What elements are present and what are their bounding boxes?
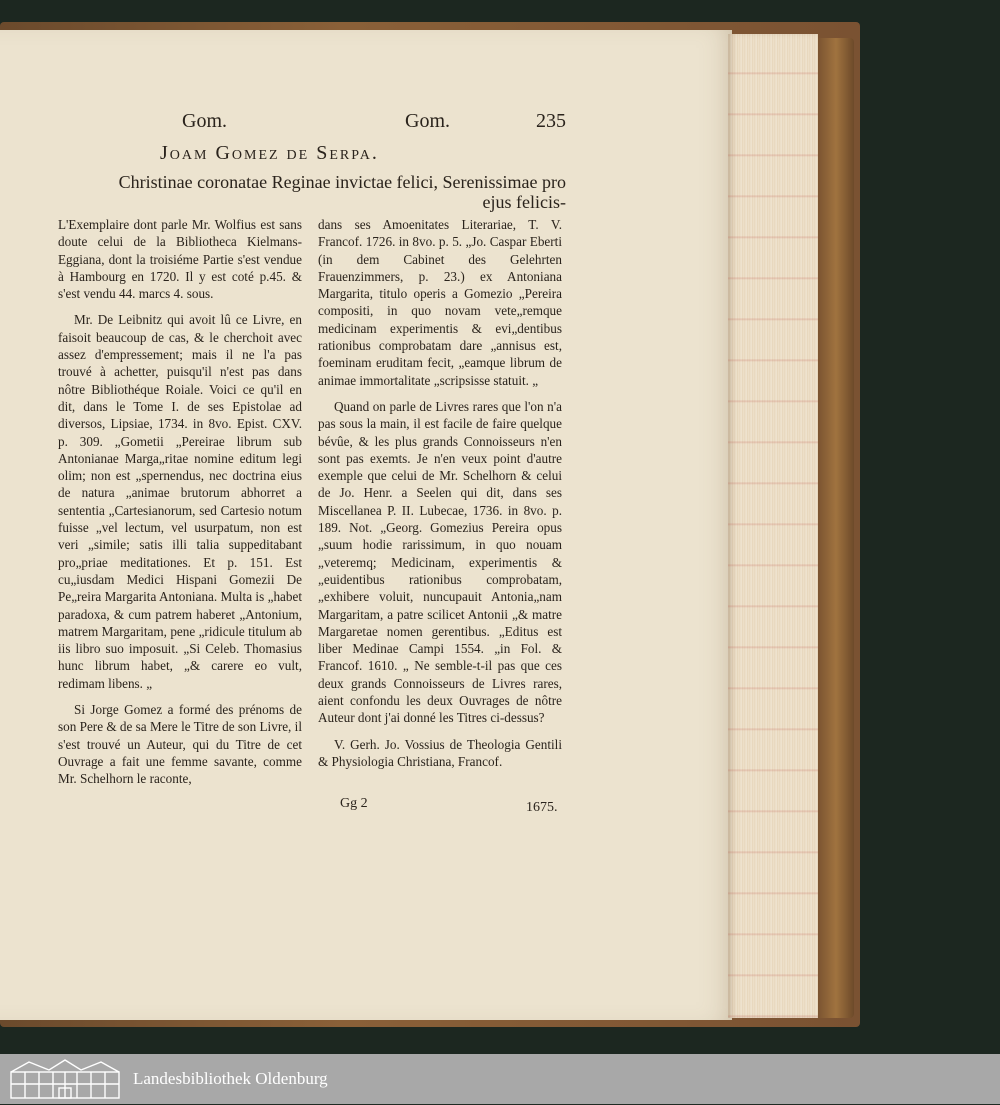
running-head-left: Gom. — [182, 110, 227, 132]
library-name: Landesbibliothek Oldenburg — [133, 1069, 328, 1088]
book-cover-edge — [818, 38, 854, 1018]
left-paragraph-2: Mr. De Leibnitz qui avoit lû ce Livre, en faisoit beaucoup de cas, & le cherchoit avec assez d'empressement; mais il ne l'a pas trouvé à achetter, puisqu'il n'est pas dans nôtre Bibliothéque Roiale. Voici ce qu'il en dit, dans le Tome I. de ses Epistolae ad diversos, Lipsiae, 1734. in 8vo. Epist. CXV. p. 309. „Gometii „Pereirae librum sub Antonianae Marga„ritae nomine editum legi olim; non est „spernendus, nec doctrina eius de natura „animae brutorum abhorret a sententia „Cartesianorum, sed Cartesio notum fuisse „vel lectum, vel usurpatum, non est veri „simile; satis illi talia suppeditabant pro„priae meditationes. Et p. 151. Est cu„iusdam Medici Hispani Gomezii De Pe„reira Margarita Antoniana. Multa is „habet paradoxa, & cum patrem haberet „Antonium, matrem Margaritam, pene „ridicule titulum ab iis libro suo imposuit. „Si Celeb. Thomasius hunc librum habet, „& carere eo vult, redimam libens. „ — [58, 312, 302, 691]
entry-title: Joam Gomez de Serpa. — [160, 142, 379, 164]
entry-subtitle: Christinae coronatae Reginae invictae felici, Serenissimae pro ejus felicis- — [118, 172, 566, 212]
library-footer-bar — [0, 1054, 1000, 1104]
running-head-center: Gom. — [405, 110, 450, 132]
left-paragraph-3: Si Jorge Gomez a formé des prénoms de son Pere & de sa Mere le Titre de son Livre, il s'est trouvé un Auteur, qui du Titre de cet Ouvrage a fait une femme savante, comme Mr. Schelhorn le raconte, — [58, 702, 302, 787]
right-column — [318, 216, 562, 779]
page-number: 235 — [536, 110, 566, 132]
left-column — [58, 216, 302, 797]
right-paragraph-2: Quand on parle de Livres rares que l'on n'a pas sous la main, il est facile de faire quelque bévûe, & les plus grands Connoisseurs n'en sont pas exemts. Je n'en veux point d'autre exemple que celui de Mr. Schelhorn & celui de Jo. Henr. a Seelen qui dit, dans ses Miscellanea P. II. Lubecae, 1736. in 8vo. p. 189. Not. „Georg. Gomezius Pereira opus „suum hodie rarissimum, in quo nouam „veteremq; Medicinam, experimentis & „euidentibus rationibus comprobatam, „exhibere voluit, nuncupauit Antonia„nam Margaritam, a patre scilicet Antonii „& matre Margaretae nomen gerentibus. „Editus est liber Medinae Campi 1554. „in Fol. & Francof. 1610. „ Ne semble-t-il pas que ces deux grands Connoisseurs de Livres rares, aient confondu les deux Ouvrages de nôtre Auteur dont j'ai donné les Titres ci-dessus? — [318, 398, 562, 726]
library-building-logo-icon — [9, 1058, 121, 1100]
right-paragraph-1: dans ses Amoenitates Literariae, T. V. Francof. 1726. in 8vo. p. 5. „Jo. Caspar Eberti (in dem Cabinet des Gelehrten Frauenzimmers, p. 23.) ex Antoniana Margarita, titulo operis a Gomezio „Pereira compositi, in quo novam vete„remque medicinam experimentis & evi„dentibus rationibus comprobatam dare „annisus est, foeminam eruditam fecit, „eamque librum de animae immortalitate „scripsisse statuit. „ — [318, 217, 562, 388]
catchword: 1675. — [526, 800, 558, 815]
right-paragraph-3: V. Gerh. Jo. Vossius de Theologia Gentili & Physiologia Christiana, Francof. — [318, 736, 562, 769]
left-paragraph-1: L'Exemplaire dont parle Mr. Wolfius est sans doute celui de la Bibliotheca Kielmans-Eggiana, dont la troisiéme Partie s'est vendue à Hambourg en 1720. Il y est coté p.45. & s'est vendu 44. marcs 4. sous. — [58, 217, 302, 302]
signature-mark: Gg 2 — [340, 796, 368, 811]
page-edges — [728, 34, 818, 1018]
edge-marks — [728, 34, 818, 1018]
